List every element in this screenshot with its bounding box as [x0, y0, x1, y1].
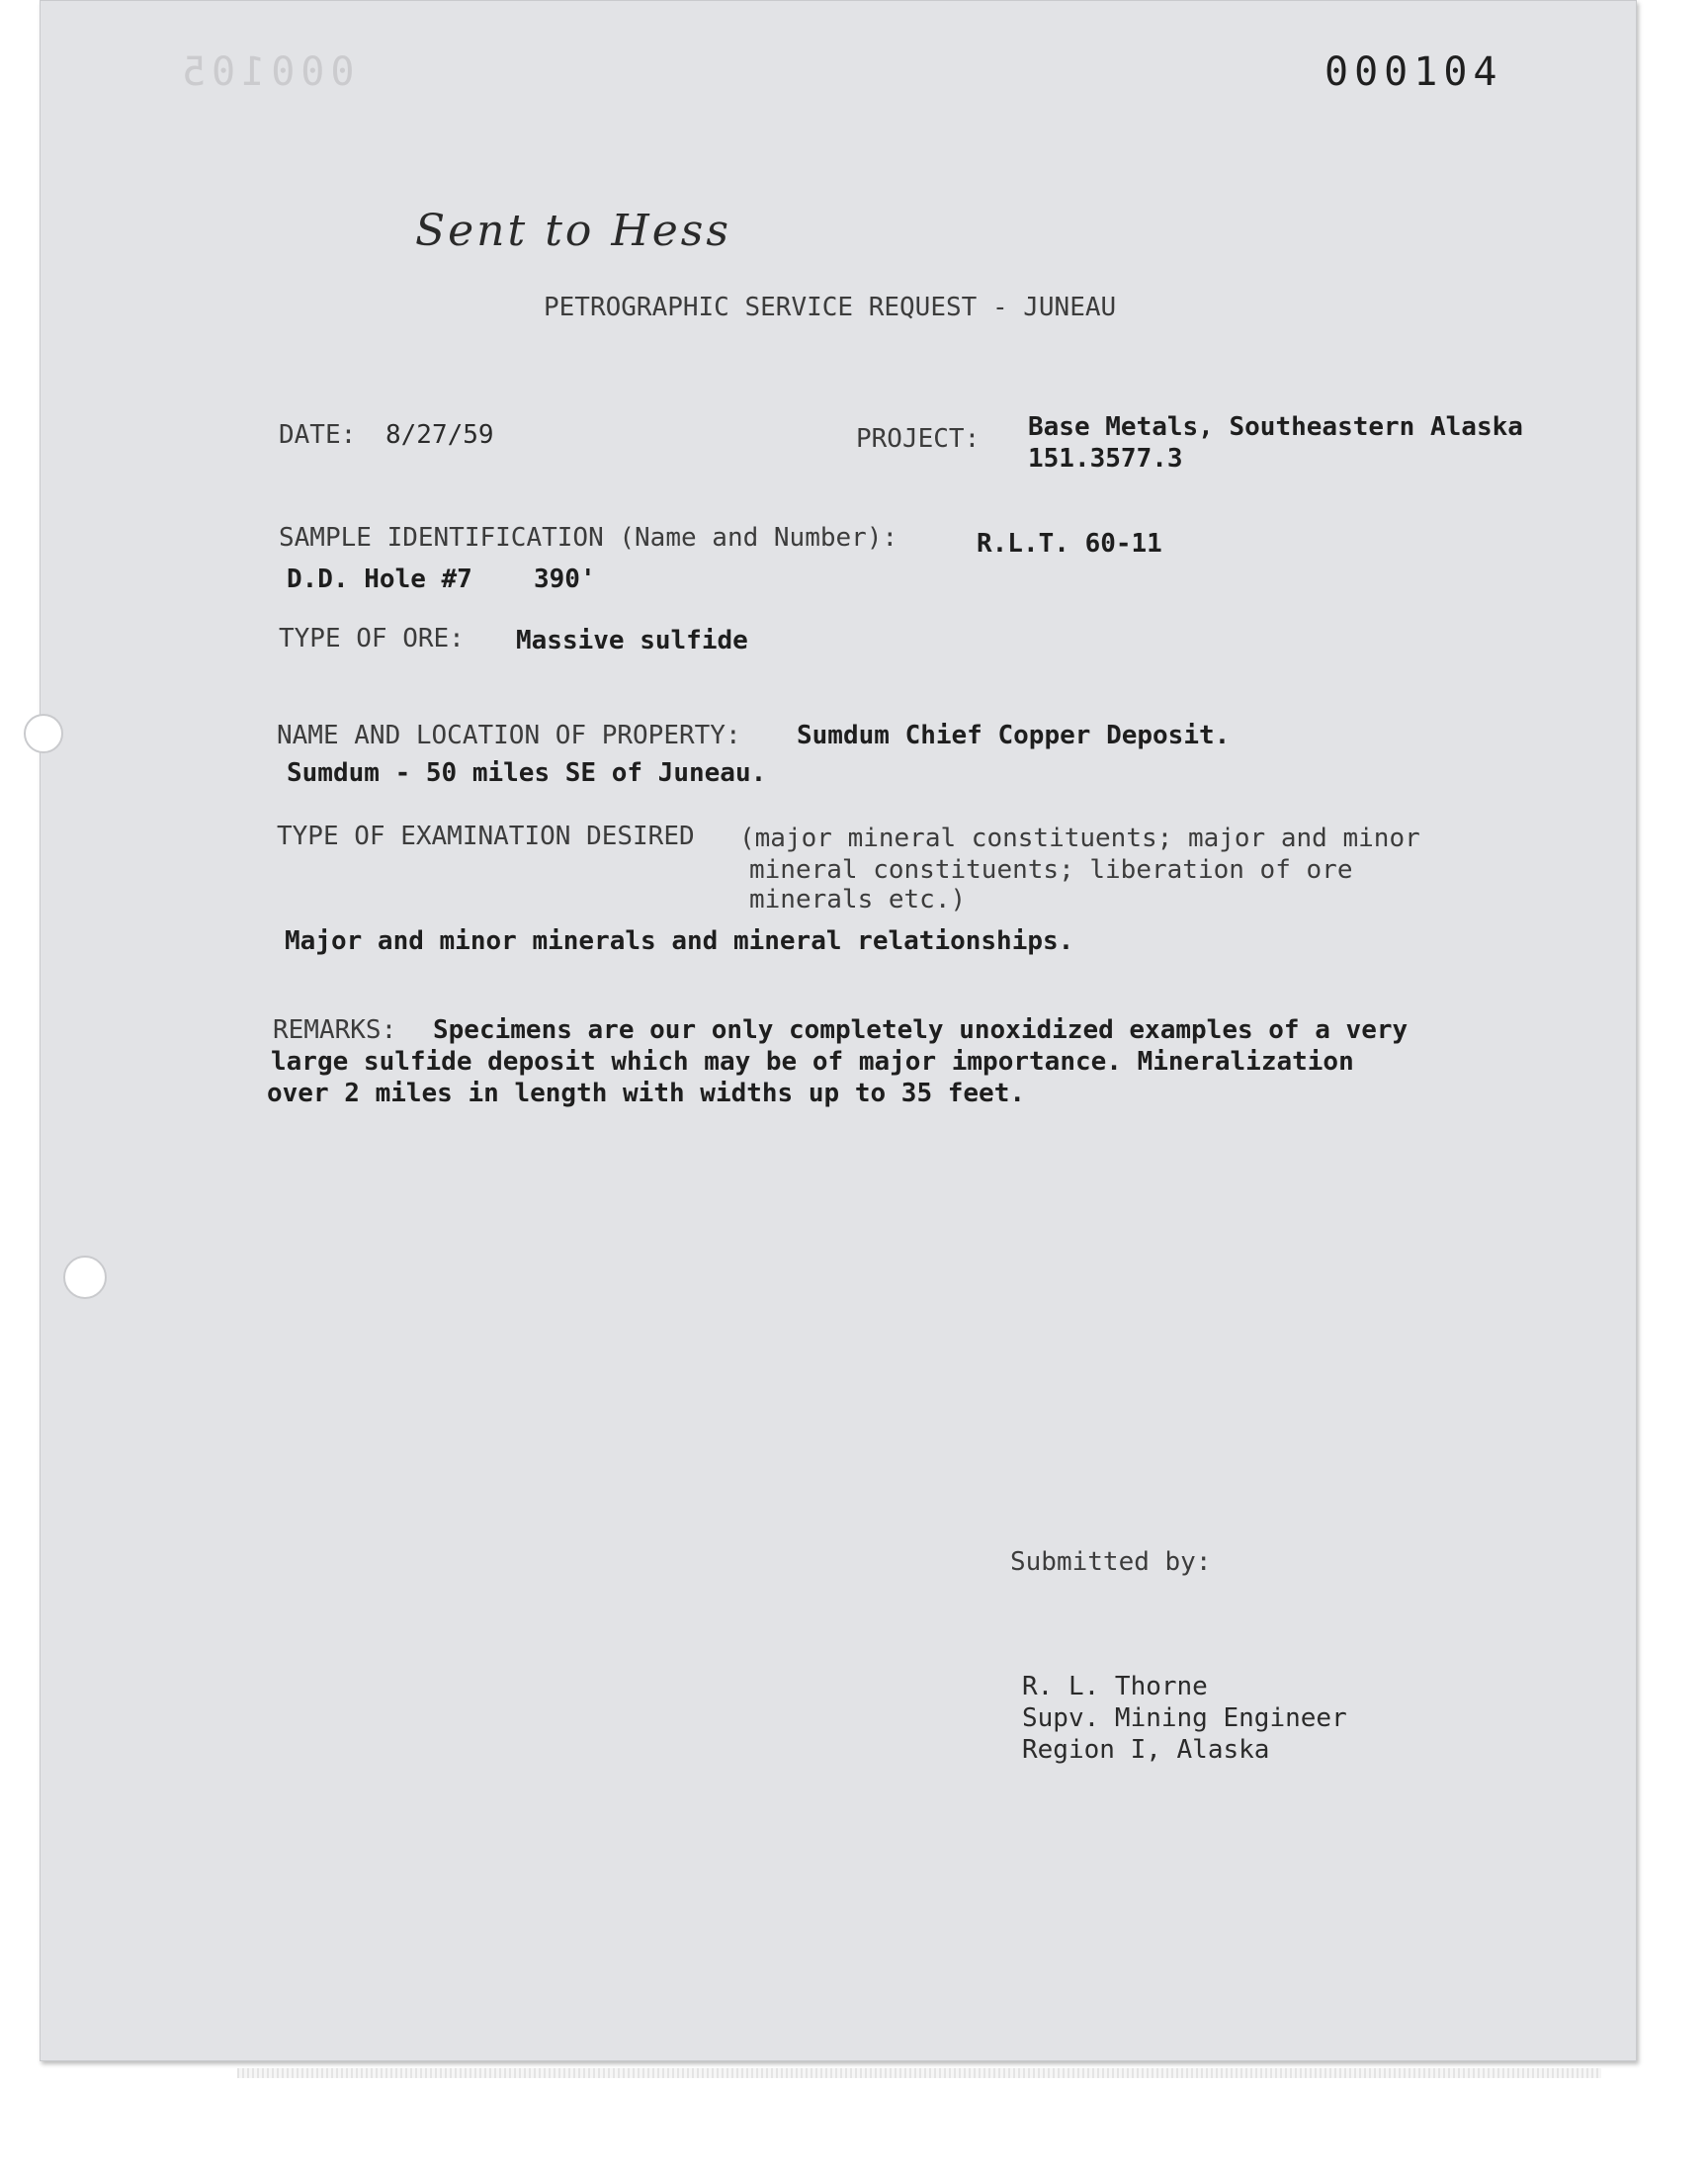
- property-location: Sumdum - 50 miles SE of Juneau.: [287, 758, 767, 788]
- date-label: DATE:: [279, 420, 357, 450]
- exam-hint-line-3: minerals etc.): [749, 885, 967, 914]
- sample-value: R.L.T. 60-11: [977, 529, 1162, 559]
- handwritten-note: Sent to Hess: [415, 206, 731, 256]
- project-number: 151.3577.3: [1028, 444, 1183, 474]
- submitter-name: R. L. Thorne: [1022, 1672, 1208, 1701]
- ore-value: Massive sulfide: [516, 626, 748, 655]
- property-value: Sumdum Chief Copper Deposit.: [797, 721, 1231, 750]
- sample-hole: D.D. Hole #7: [287, 565, 472, 594]
- submitted-label: Submitted by:: [1010, 1547, 1212, 1577]
- remarks-line-3: over 2 miles in length with widths up to 35 feet.: [267, 1079, 1026, 1108]
- submitter-title: Supv. Mining Engineer: [1022, 1703, 1347, 1733]
- exam-value: Major and minor minerals and mineral relationships.: [285, 926, 1074, 956]
- sample-label: SAMPLE IDENTIFICATION (Name and Number):: [279, 523, 898, 553]
- ore-label: TYPE OF ORE:: [279, 624, 465, 653]
- project-name: Base Metals, Southeastern Alaska: [1028, 412, 1523, 442]
- remarks-line-1: Specimens are our only completely unoxidized examples of a very: [433, 1015, 1409, 1045]
- bleed-through-number: 000105: [176, 49, 355, 95]
- scan-artifact: [237, 2068, 1601, 2078]
- submitter-region: Region I, Alaska: [1022, 1735, 1270, 1765]
- property-label: NAME AND LOCATION OF PROPERTY:: [277, 721, 741, 750]
- project-label: PROJECT:: [856, 424, 981, 454]
- sample-depth: 390': [534, 565, 596, 594]
- punch-hole-top: [24, 714, 63, 753]
- document-title: PETROGRAPHIC SERVICE REQUEST - JUNEAU: [544, 293, 1117, 322]
- remarks-label: REMARKS:: [273, 1015, 397, 1045]
- date-value: 8/27/59: [385, 420, 494, 450]
- exam-hint-line-1: (major mineral constituents; major and minor: [739, 824, 1420, 853]
- remarks-line-2: large sulfide deposit which may be of major importance. Mineralization: [271, 1047, 1354, 1077]
- exam-hint-line-2: mineral constituents; liberation of ore: [749, 855, 1353, 885]
- punch-hole-bottom: [63, 1256, 107, 1299]
- exam-label: TYPE OF EXAMINATION DESIRED: [277, 822, 695, 851]
- document-number: 000104: [1324, 49, 1503, 95]
